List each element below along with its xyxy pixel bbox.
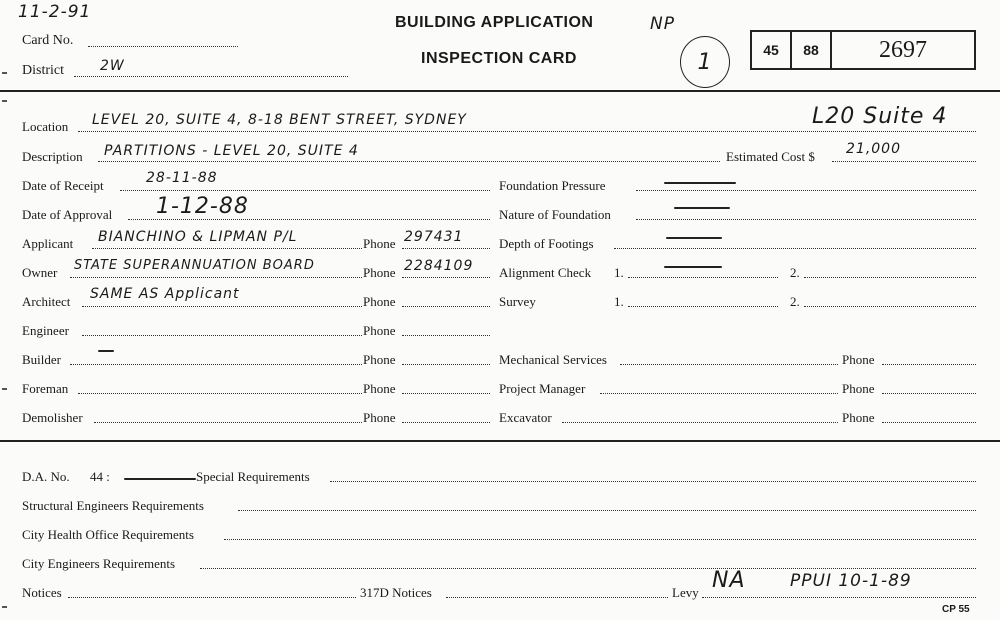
excavator-phone-line [882, 411, 976, 423]
description-label: Description [22, 149, 83, 164]
card-no-label: Card No. [22, 33, 74, 48]
levy-value: NA [712, 568, 746, 593]
special-requirements-line [330, 470, 976, 482]
edge-mark [2, 100, 7, 102]
mechanical-services-phone-line [882, 353, 976, 365]
alignment-check-num1: 1. [614, 265, 624, 280]
builder-phone-line [402, 353, 490, 365]
builder-phone-label: Phone [363, 352, 396, 367]
notices-317d-line [446, 586, 668, 598]
project-manager-phone-label: Phone [842, 381, 875, 396]
estimated-cost-label: Estimated Cost $ [726, 149, 815, 164]
builder-dash [98, 350, 114, 352]
location-value: LEVEL 20, SUITE 4, 8-18 BENT STREET, SYDNEY [92, 112, 467, 128]
demolisher-line [94, 411, 362, 423]
structural-engineers-line [238, 499, 976, 511]
survey-line1 [628, 295, 778, 307]
engineer-line [82, 324, 362, 336]
estimated-cost-value: 21,000 [846, 141, 901, 157]
architect-phone-label: Phone [363, 294, 396, 309]
mechanical-services-label: Mechanical Services [499, 352, 607, 367]
date-of-receipt-label: Date of Receipt [22, 178, 104, 193]
card-title-line2: INSPECTION CARD [421, 50, 577, 67]
foundation-pressure-line [636, 179, 976, 191]
survey-num2: 2. [790, 294, 800, 309]
city-health-label: City Health Office Requirements [22, 527, 194, 542]
date-of-approval-label: Date of Approval [22, 207, 113, 222]
section-divider [0, 440, 1000, 442]
notices-line [68, 586, 356, 598]
architect-value: SAME AS Applicant [90, 286, 240, 302]
survey-line2 [804, 295, 976, 307]
np-mark: NP [650, 14, 675, 34]
engineer-phone-label: Phone [363, 323, 396, 338]
nature-of-foundation-dash [674, 207, 730, 209]
project-manager-label: Project Manager [499, 381, 586, 396]
mechanical-services-phone-label: Phone [842, 352, 875, 367]
owner-label: Owner [22, 265, 58, 280]
levy-note: PPUI 10-1-89 [790, 571, 912, 591]
alignment-check-dash [664, 266, 722, 268]
engineer-label: Engineer [22, 323, 69, 338]
form-code: CP 55 [942, 604, 970, 615]
circled-number-mark [680, 36, 730, 88]
da-no-dash [124, 478, 196, 480]
builder-line [70, 353, 362, 365]
edge-mark [2, 72, 7, 74]
city-engineers-label: City Engineers Requirements [22, 556, 176, 571]
project-manager-line [600, 382, 838, 394]
foundation-pressure-dash [664, 182, 736, 184]
builder-label: Builder [22, 352, 61, 367]
architect-phone-line [402, 295, 490, 307]
applicant-phone-value: 297431 [404, 229, 464, 245]
demolisher-phone-label: Phone [363, 410, 396, 425]
notices-label: Notices [22, 585, 62, 600]
foreman-line [78, 382, 362, 394]
mechanical-services-line [620, 353, 838, 365]
description-value: PARTITIONS - LEVEL 20, SUITE 4 [104, 143, 359, 159]
city-health-line [224, 528, 976, 540]
owner-phone-value: 2284109 [404, 258, 474, 274]
circled-number: 1 [697, 49, 713, 75]
box-number: 2697 [879, 36, 927, 63]
special-requirements-label: Special Requirements [196, 469, 310, 484]
location-note: L20 Suite 4 [812, 104, 948, 129]
notices-317d-label: 317D Notices [360, 585, 432, 600]
engineer-phone-line [402, 324, 490, 336]
excavator-label: Excavator [499, 410, 552, 425]
location-label: Location [22, 119, 69, 134]
city-engineers-line [200, 557, 976, 569]
alignment-check-num2: 2. [790, 265, 800, 280]
survey-label: Survey [499, 294, 536, 309]
nature-of-foundation-label: Nature of Foundation [499, 207, 611, 222]
foreman-phone-line [402, 382, 490, 394]
card-number-box [750, 30, 976, 70]
structural-engineers-label: Structural Engineers Requirements [22, 498, 204, 513]
header-divider [0, 90, 1000, 92]
project-manager-phone-line [882, 382, 976, 394]
foreman-phone-label: Phone [363, 381, 396, 396]
depth-of-footings-dash [666, 237, 722, 239]
levy-label: Levy [672, 585, 699, 600]
handwritten-date: 11-2-91 [18, 2, 92, 22]
alignment-check-label: Alignment Check [499, 265, 592, 280]
demolisher-label: Demolisher [22, 410, 83, 425]
date-of-approval-value: 1-12-88 [156, 194, 249, 219]
applicant-value: BIANCHINO & LIPMAN P/L [98, 229, 298, 245]
applicant-phone-label: Phone [363, 236, 396, 251]
card-no-line [88, 35, 238, 47]
demolisher-phone-line [402, 411, 490, 423]
owner-value: STATE SUPERANNUATION BOARD [74, 258, 315, 273]
card-title-line1: BUILDING APPLICATION [395, 14, 594, 31]
da-no-value: 44 : [90, 469, 110, 484]
architect-label: Architect [22, 294, 71, 309]
foundation-pressure-label: Foundation Pressure [499, 178, 606, 193]
date-of-receipt-value: 28-11-88 [146, 170, 218, 186]
alignment-check-line2 [804, 266, 976, 278]
excavator-line [562, 411, 838, 423]
district-value: 2W [100, 58, 125, 74]
nature-of-foundation-line [636, 208, 976, 220]
da-no-label: D.A. No. [22, 469, 70, 484]
applicant-label: Applicant [22, 236, 74, 251]
box-year2: 88 [792, 32, 832, 68]
survey-num1: 1. [614, 294, 624, 309]
depth-of-footings-label: Depth of Footings [499, 236, 594, 251]
district-label: District [22, 63, 64, 78]
excavator-phone-label: Phone [842, 410, 875, 425]
edge-mark [2, 388, 7, 390]
owner-phone-label: Phone [363, 265, 396, 280]
box-year1: 45 [752, 32, 792, 68]
edge-mark [2, 606, 7, 608]
foreman-label: Foreman [22, 381, 69, 396]
